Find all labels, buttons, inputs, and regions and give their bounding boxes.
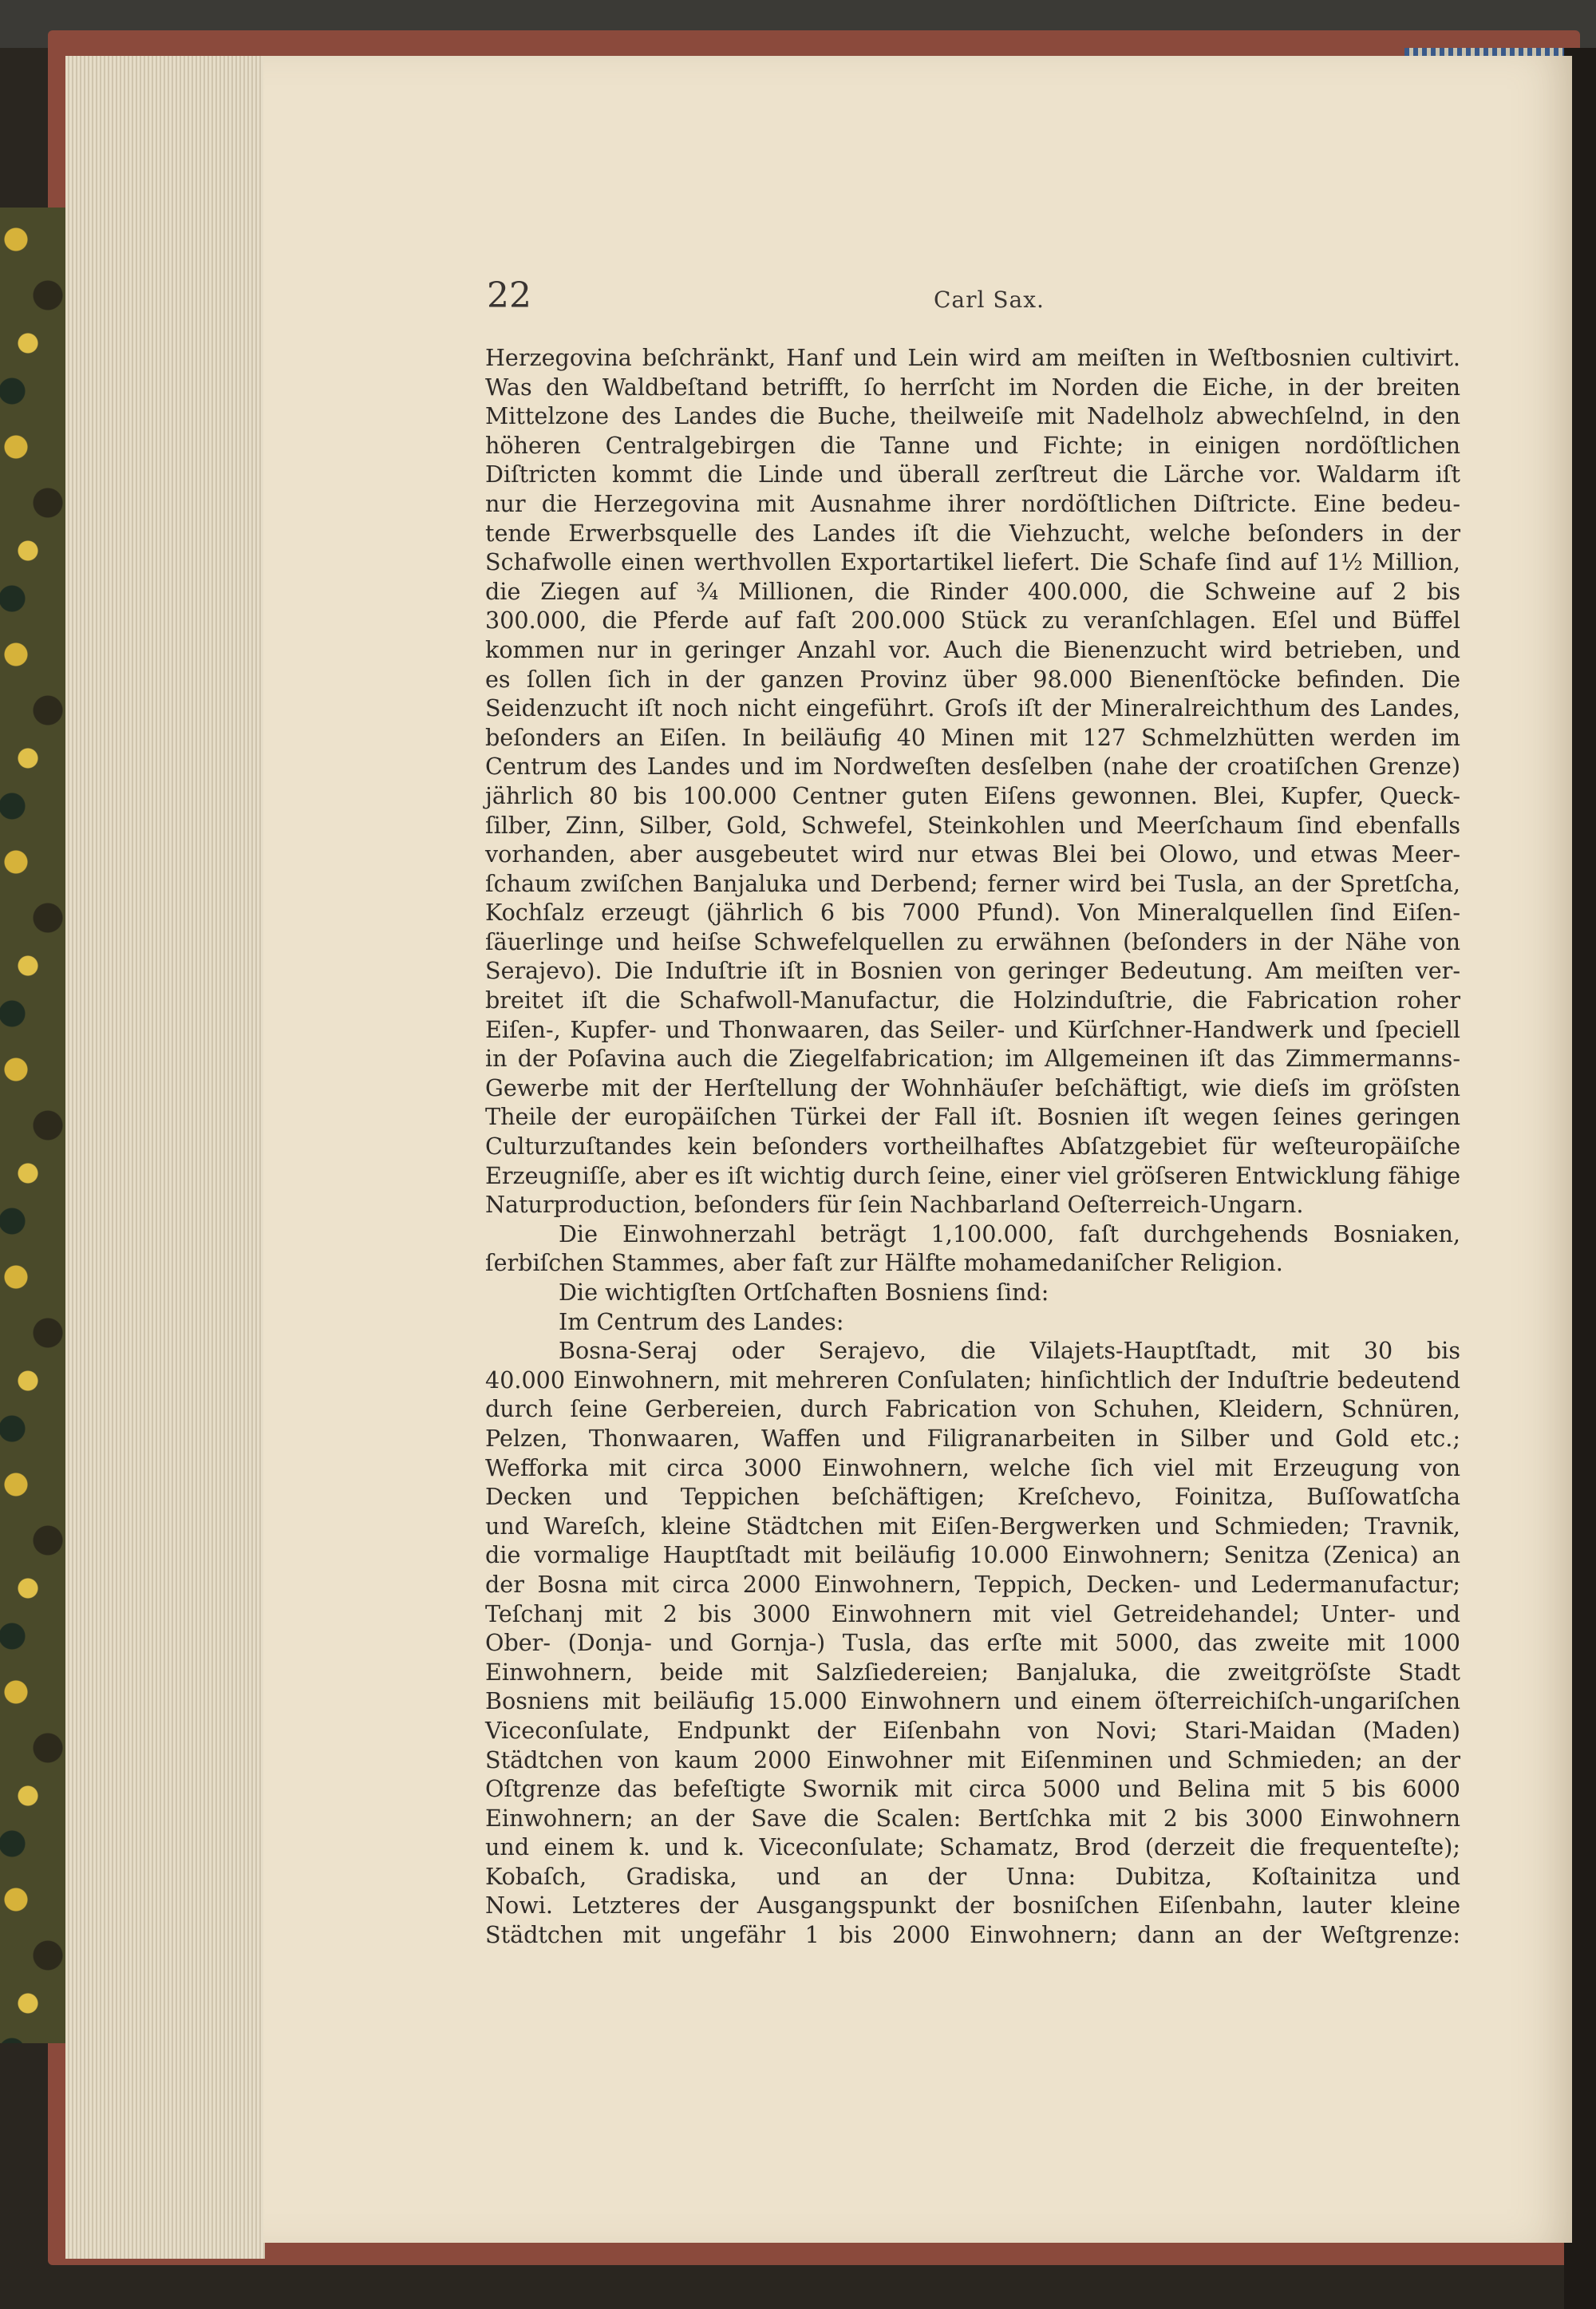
text-line: Teſchanj mit 2 bis 3000 Einwohnern mit viel Getreidehandel; Unter- und (485, 1599, 1460, 1627)
text-line: Eiſen-, Kupfer- und Thonwaaren, das Seiler- und Kürſchner-Handwerk und ſpeciell (485, 1015, 1460, 1043)
text-line: Theile der europäiſchen Türkei der Fall iſt. Bosnien iſt wegen ſeines geringen (485, 1103, 1460, 1131)
page-header (487, 275, 1460, 323)
text-line: Kobaſch, Gradiska, und an der Unna: Dubitza, Koſtainitza und (485, 1862, 1460, 1890)
text-line: Städtchen mit ungefähr 1 bis 2000 Einwohnern; dann an der Weſtgrenze: (485, 1921, 1460, 1949)
text-line: Centrum des Landes und im Nordweſten desſelben (nahe der croatiſchen Grenze) (485, 753, 1460, 781)
page-number: 22 (487, 275, 531, 316)
text-line: ſäuerlinge und heiſse Schwefelquellen zu erwähnen (beſonders in der Nähe von (485, 927, 1460, 955)
text-line: und Wareſch, kleine Städtchen mit Eiſen-Bergwerken und Schmieden; Travnik, (485, 1512, 1460, 1540)
text-line: ſerbiſchen Stammes, aber faſt zur Hälfte mohamedaniſcher Religion. (485, 1249, 1283, 1277)
text-line: Culturzuſtandes kein beſonders vortheilhaftes Abſatzgebiet für weſteuropäiſche (485, 1133, 1460, 1160)
text-line: Kochſalz erzeugt (jährlich 6 bis 7000 Pfund). Von Mineralquellen ſind Eiſen- (485, 899, 1460, 927)
text-line: Einwohnern; an der Save die Scalen: Bertſchka mit 2 bis 3000 Einwohnern (485, 1804, 1460, 1832)
text-line: es ſollen ſich in der ganzen Provinz über 98.000 Bienenſtöcke befinden. Die (485, 665, 1460, 693)
text-line: Erzeugniſſe, aber es iſt wichtig durch ſeine, einer viel gröſseren Entwicklung fähige (485, 1161, 1460, 1189)
text-line: der Bosna mit circa 2000 Einwohnern, Teppich, Decken- und Ledermanufactur; (485, 1570, 1460, 1598)
text-line: die vormalige Hauptſtadt mit beiläufig 10.000 Einwohnern; Senitza (Zenica) an (485, 1541, 1460, 1569)
text-line: ſilber, Zinn, Silber, Gold, Schwefel, Steinkohlen und Meerſchaum ſind ebenfalls (485, 811, 1460, 839)
page-edges (65, 56, 265, 2259)
text-line: Gewerbe mit der Herſtellung der Wohnhäuſer beſchäftigt, wie dieſs im gröſsten (485, 1073, 1460, 1101)
text-line: breitet iſt die Schafwoll-Manufactur, die Holzinduſtrie, die Fabrication roher (485, 986, 1460, 1014)
text-line: 300.000, die Pferde auf faſt 200.000 Stück zu veranſchlagen. Eſel und Büffel (485, 607, 1460, 635)
text-line: Ober- (Donja- und Gornja-) Tusla, das erſte mit 5000, das zweite mit 1000 (485, 1629, 1460, 1657)
text-line: beſonders an Eiſen. In beiläufig 40 Minen mit 127 Schmelzhütten werden im (485, 723, 1460, 751)
text-line: 40.000 Einwohnern, mit mehreren Conſulaten; hinſichtlich der Induſtrie bedeutend (485, 1366, 1460, 1394)
text-line: Einwohnern, beide mit Salzſiedereien; Banjaluka, die zweitgröſste Stadt (485, 1658, 1460, 1686)
text-line: durch ſeine Gerbereien, durch Fabrication von Schuhen, Kleidern, Schnüren, (485, 1395, 1460, 1423)
text-line: Oſtgrenze das befeſtigte Swornik mit circa 5000 und Belina mit 5 bis 6000 (485, 1775, 1460, 1803)
text-line: Was den Waldbeſtand betrifft, ſo herrſcht im Norden die Eiche, in der breiten (485, 373, 1460, 401)
text-line: nur die Herzegovina mit Ausnahme ihrer nordöſtlichen Diſtricte. Eine bedeu- (485, 489, 1460, 517)
text-line: jährlich 80 bis 100.000 Centner guten Eiſens gewonnen. Blei, Kupfer, Queck- (485, 781, 1460, 809)
text-line: vorhanden, aber ausgebeutet wird nur etwas Blei bei Olowo, und etwas Meer- (485, 840, 1460, 868)
text-line: Decken und Teppichen beſchäftigen; Kreſchevo, Foinitza, Buſſowatſcha (485, 1483, 1460, 1511)
text-line: Pelzen, Thonwaaren, Waffen und Filigranarbeiten in Silber und Gold etc.; (485, 1424, 1460, 1452)
text-line: Nowi. Letzteres der Ausgangspunkt der bosniſchen Eiſenbahn, lauter kleine (485, 1892, 1460, 1920)
marbled-endpaper (0, 208, 65, 2043)
text-line: Wefforka mit circa 3000 Einwohnern, welche ſich viel mit Erzeugung von (485, 1453, 1460, 1481)
text-line: Viceconſulate, Endpunkt der Eiſenbahn von Novi; Stari-Maidan (Maden) (485, 1716, 1460, 1744)
text-line: Im Centrum des Landes: (559, 1307, 844, 1335)
text-line: ſchaum zwiſchen Banjaluka und Derbend; ferner wird bei Tusla, an der Spretſcha, (485, 869, 1460, 897)
text-line: in der Poſavina auch die Ziegelfabrication; im Allgemeinen iſt das Zimmermanns- (485, 1045, 1460, 1073)
text-line: kommen nur in geringer Anzahl vor. Auch die Bienenzucht wird betrieben, und (485, 635, 1460, 663)
text-line: Bosniens mit beiläufig 15.000 Einwohnern und einem öſterreichiſch-ungariſchen (485, 1687, 1460, 1715)
text-line: Serajevo). Die Induſtrie iſt in Bosnien von geringer Bedeutung. Am meiſten ver- (485, 957, 1460, 985)
text-line: tende Erwerbsquelle des Landes iſt die Viehzucht, welche beſonders in der (485, 519, 1460, 547)
text-line: Schafwolle einen werthvollen Exportartikel liefert. Die Schafe ſind auf 1½ Million, (485, 548, 1460, 576)
text-line: Herzegovina beſchränkt, Hanf und Lein wird am meiſten in Weſtbosnien cultivirt. (485, 344, 1460, 371)
text-line: Die Einwohnerzahl beträgt 1,100.000, faſt durchgehends Bosniaken, (559, 1220, 1460, 1247)
text-line: höheren Centralgebirgen die Tanne und Fichte; in einigen nordöſtlichen (485, 431, 1460, 459)
text-line: die Ziegen auf ¾ Millionen, die Rinder 400.000, die Schweine auf 2 bis (485, 577, 1460, 605)
text-line: und einem k. und k. Viceconſulate; Schamatz, Brod (derzeit die frequenteſte); (485, 1833, 1460, 1861)
text-line: Mittelzone des Landes die Buche, theilweiſe mit Nadelholz abwechſelnd, in den (485, 402, 1460, 430)
text-line: Städtchen von kaum 2000 Einwohner mit Eiſenminen und Schmieden; an der (485, 1746, 1460, 1773)
body-text (485, 343, 1460, 1950)
text-line: Diſtricten kommt die Linde und überall zerſtreut die Lärche vor. Waldarm iſt (485, 461, 1460, 488)
running-head: Carl Sax. (934, 287, 1045, 313)
text-line: Naturproduction, beſonders für ſein Nachbarland Oeſterreich-Ungarn. (485, 1191, 1304, 1219)
text-line: Seidenzucht iſt noch nicht eingeführt. Groſs iſt der Mineralreichthum des Landes, (485, 694, 1460, 722)
text-line: Bosna-Seraj oder Serajevo, die Vilajets-Hauptſtadt, mit 30 bis (559, 1337, 1460, 1365)
text-line: Die wichtigſten Ortſchaften Bosniens ſind: (559, 1279, 1049, 1306)
